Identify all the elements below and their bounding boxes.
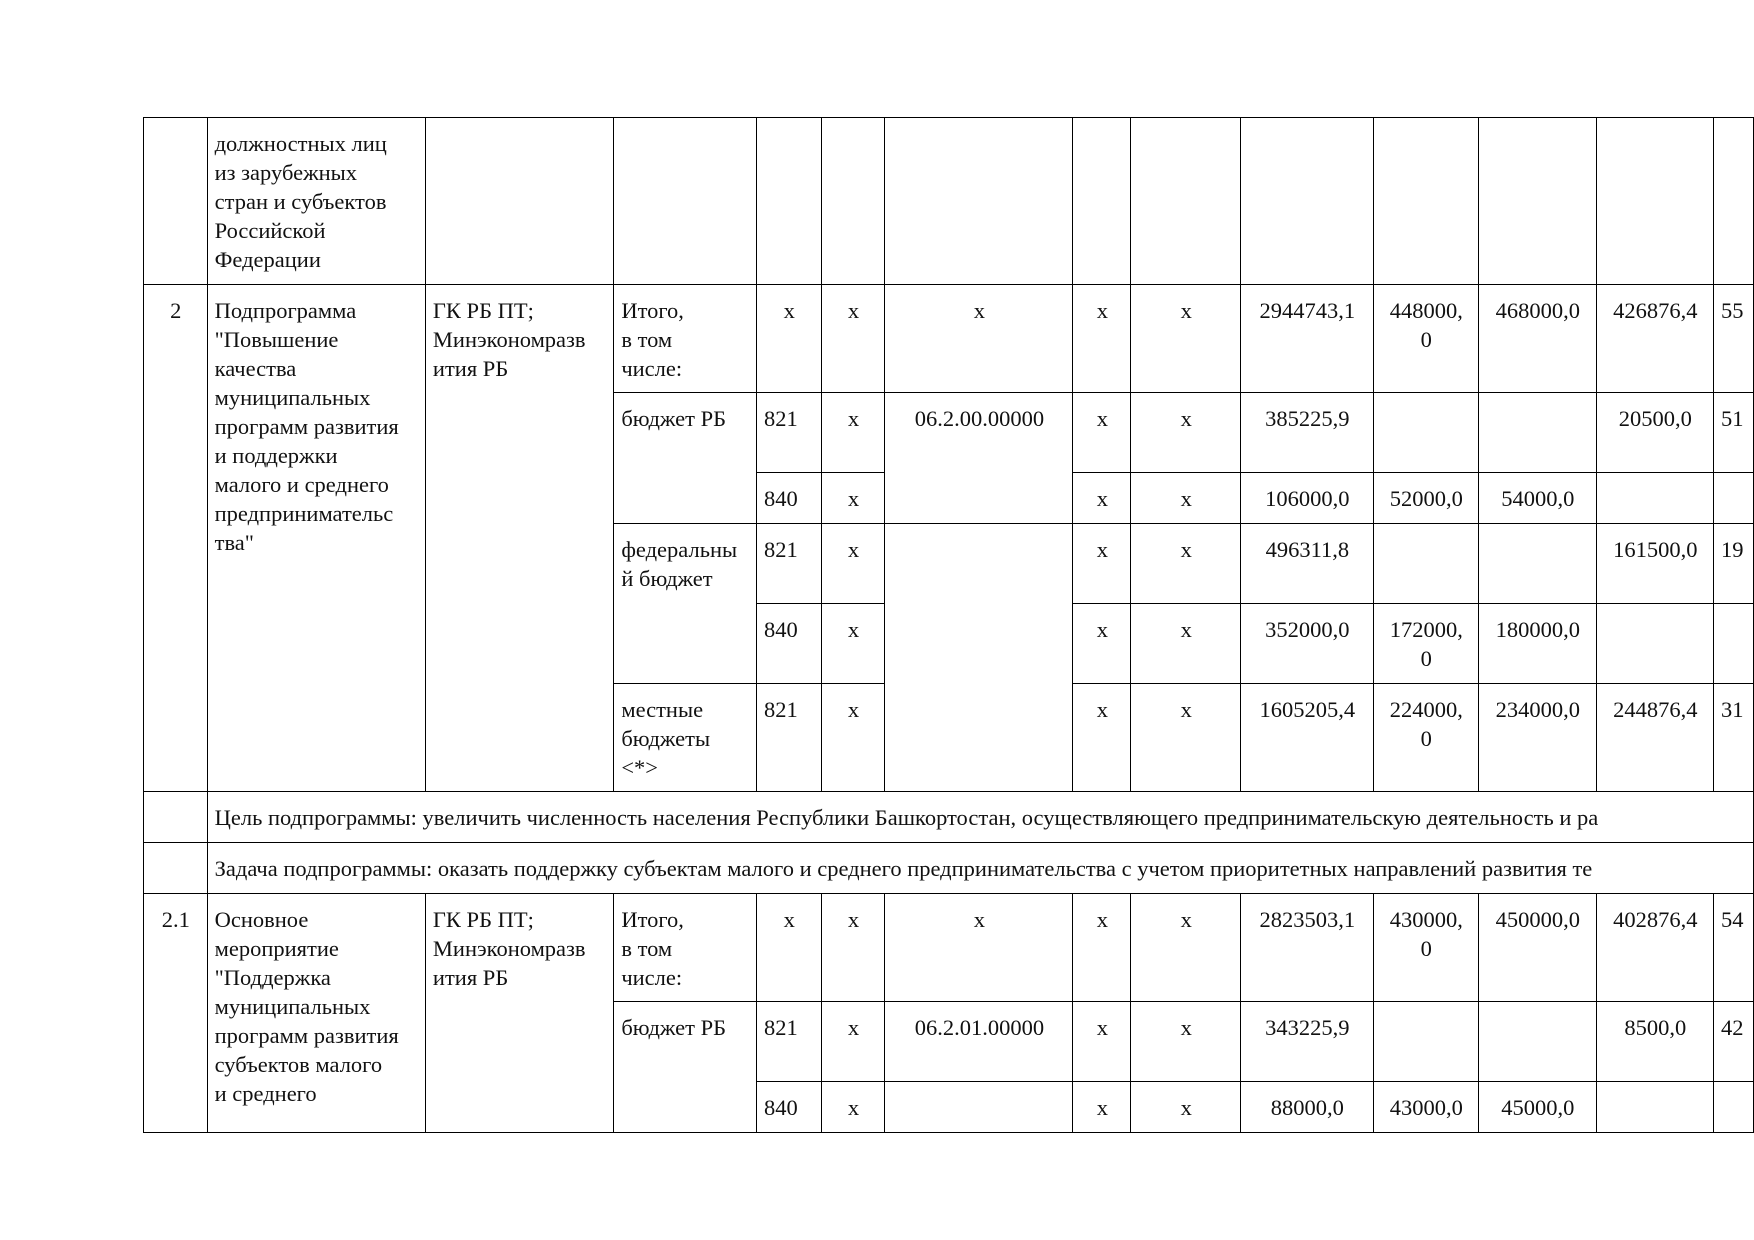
table-row [144, 843, 1754, 894]
row-number-cell: 2.1 [144, 894, 208, 1133]
source-cell: бюджет РБ [614, 393, 757, 524]
source-cell: местные бюджеты <*> [614, 684, 757, 792]
table-row: 2 Подпрограмма "Повышение качества муниципальных программ развития и поддержки малого и среднего предпринимательс тва" ГК РБ ПТ; Минэкономразв ития РБ Итого, в том числе: x x x x x 2944743,1 448000, 0 468000,0 426876,4 55 [144, 285, 1754, 393]
event-name-cell: Основное мероприятие "Поддержка муниципальных программ развития субъектов малого и среднего [207, 894, 425, 1133]
row-number-cell [144, 118, 208, 285]
table-row [144, 118, 1754, 285]
table-row: 840 x x x 106000,0 52000,0 54000,0 [144, 473, 1754, 524]
subprogram-task: Задача подпрограммы: оказать поддержку субъектам малого и среднего предпринимательства с учетом приоритетных направлений развития те [207, 843, 1753, 894]
budget-code-cell: 06.2.00.00000 [885, 393, 1073, 524]
executor-cell: ГК РБ ПТ; Минэкономразв ития РБ [425, 285, 613, 792]
table-row: местные бюджеты <*> 821 x x x 1605205,4 224000, 0 234000,0 244876,4 31 [144, 684, 1754, 792]
total-sum-cell: 2823503,1 [1241, 894, 1373, 1002]
subprogram-goal: Цель подпрограммы: увеличить численность населения Республики Башкортостан, осуществляющего предпринимательскую деятельность и ра [207, 792, 1753, 843]
source-cell: Итого, в том числе: [614, 894, 757, 1002]
row-number-cell: 2 [144, 285, 208, 792]
table-row: федеральны й бюджет 821 x x x 496311,8 161500,0 19 [144, 524, 1754, 604]
budget-code-cell: 06.2.01.00000 [885, 1002, 1073, 1082]
table-row: 840 x x x 88000,0 43000,0 45000,0 [144, 1082, 1754, 1133]
source-cell: федеральны й бюджет [614, 524, 757, 684]
executor-cell: ГК РБ ПТ; Минэкономразв ития РБ [425, 894, 613, 1133]
table-row: бюджет РБ 821 x 06.2.01.00000 x x 343225,9 8500,0 42 [144, 1002, 1754, 1082]
total-sum-cell: 2944743,1 [1241, 285, 1373, 393]
table-row: 840 x x x 352000,0 172000, 0 180000,0 [144, 604, 1754, 684]
subprogram-name-cell: Подпрограмма "Повышение качества муниципальных программ развития и поддержки малого и среднего предпринимательс тва" [207, 285, 425, 792]
budget-code-cell [885, 524, 1073, 792]
event-name-cell: должностных лиц из зарубежных стран и субъектов Российской Федерации [207, 118, 425, 285]
table-row: бюджет РБ 821 x 06.2.00.00000 x x 385225,9 20500,0 51 [144, 393, 1754, 473]
financing-table [143, 117, 1754, 1133]
source-cell: Итого, в том числе: [614, 285, 757, 393]
table-row: 2.1 Основное мероприятие "Поддержка муниципальных программ развития субъектов малого и среднего ГК РБ ПТ; Минэкономразв ития РБ Итого, в том числе: x x x x x 2823503,1 430000, 0 450000,0 402876,4 54 [144, 894, 1754, 1002]
table-row [144, 792, 1754, 843]
source-cell: бюджет РБ [614, 1002, 757, 1133]
